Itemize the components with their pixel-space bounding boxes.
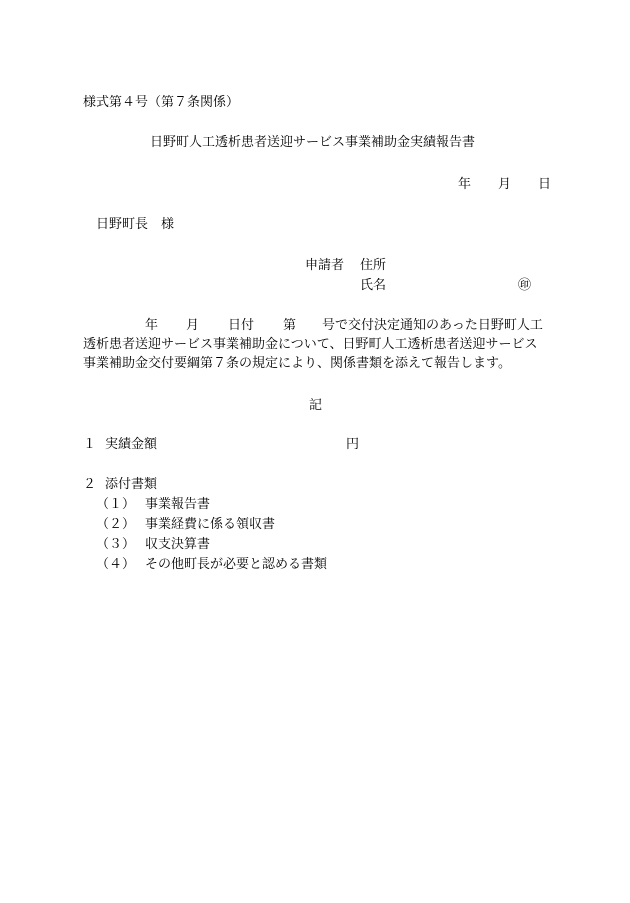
body-line2: 透析患者送迎サービス事業補助金について、日野町人工透析患者送迎サービス — [83, 337, 538, 352]
address-label: 住所 — [360, 258, 387, 273]
ki-heading: 記 — [309, 398, 323, 413]
attachment-2-text: 事業経費に係る領収書 — [145, 517, 276, 532]
attachment-1-text: 事業報告書 — [145, 497, 211, 512]
item2-label: 添付書類 — [105, 477, 158, 492]
item1-unit: 円 — [346, 437, 360, 452]
body-year: 年 — [145, 318, 159, 333]
form-number: 様式第４号（第７条関係） — [83, 95, 240, 110]
body-line3: 事業補助金交付要綱第７条の規定により、関係書類を添えて報告します。 — [83, 356, 511, 371]
date-day: 日 — [538, 177, 552, 192]
applicant-label: 申請者 — [305, 258, 345, 273]
seal-mark: ㊞ — [518, 278, 532, 293]
attachment-2-number: （２） — [96, 517, 136, 532]
attachment-3-text: 収支決算書 — [145, 537, 211, 552]
attachment-3-number: （３） — [96, 537, 136, 552]
addressee: 日野町長 様 — [96, 217, 175, 232]
attachment-4-text: その他町長が必要と認める書類 — [145, 557, 328, 572]
body-dated: 日付 — [228, 318, 255, 333]
date-month: 月 — [498, 177, 512, 192]
body-month: 月 — [186, 318, 200, 333]
name-label: 氏名 — [360, 278, 387, 293]
item1-label: 実績金額 — [105, 437, 158, 452]
body-line1-rest: 号で交付決定通知のあった日野町人工 — [322, 318, 543, 333]
item2-number: ２ — [83, 477, 97, 492]
attachment-4-number: （４） — [96, 557, 136, 572]
body-no: 第 — [283, 318, 297, 333]
item1-number: １ — [83, 437, 97, 452]
date-year: 年 — [458, 177, 472, 192]
attachment-1-number: （１） — [96, 497, 136, 512]
document-title: 日野町人工透析患者送迎サービス事業補助金実績報告書 — [150, 135, 476, 150]
